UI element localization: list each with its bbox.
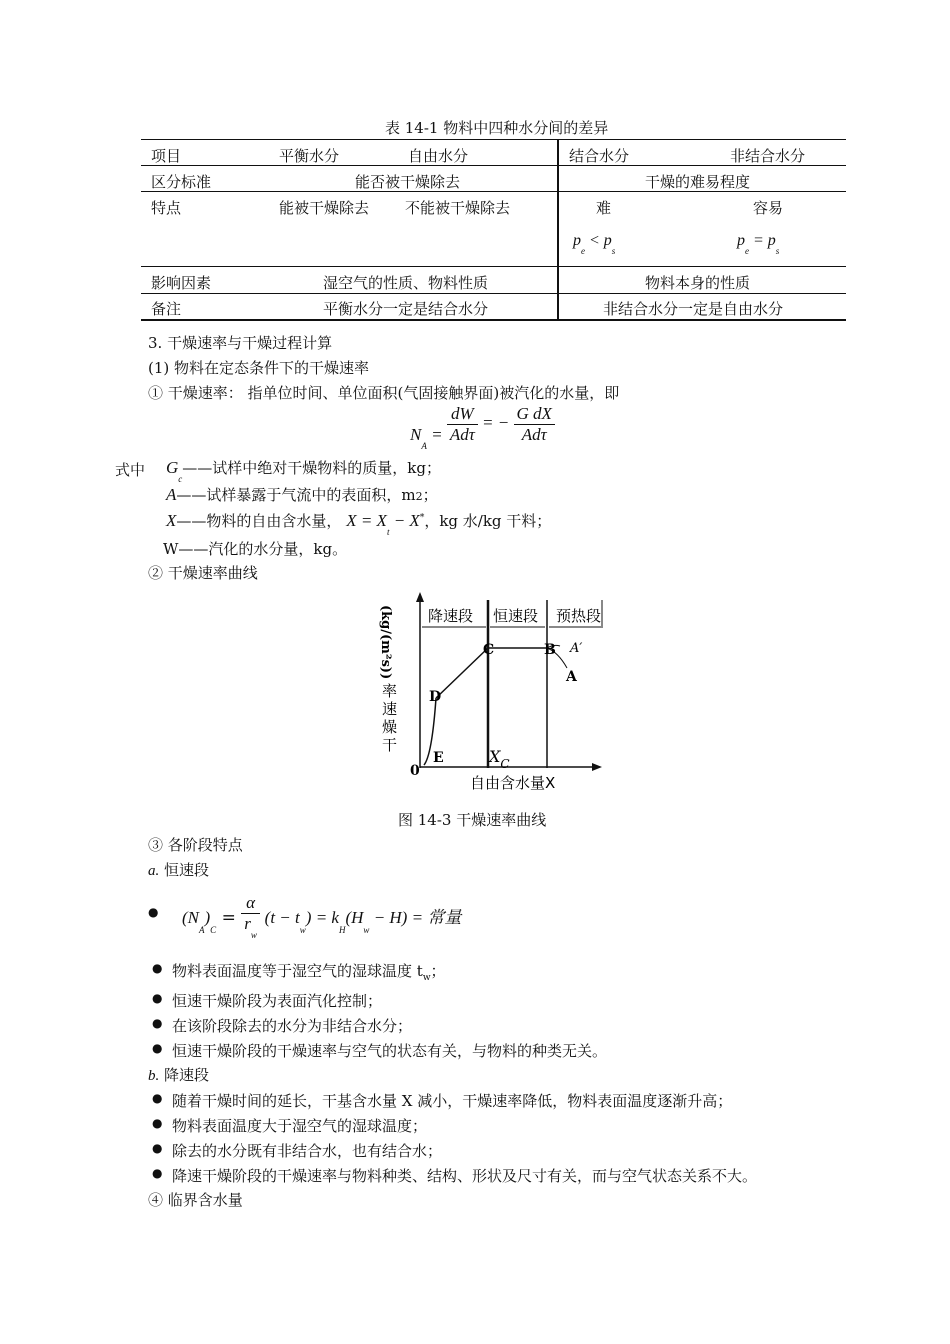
origin-label: 0 xyxy=(410,763,420,779)
item-curve: ② 干燥速率曲线 xyxy=(148,564,258,582)
point-label-d: D xyxy=(429,689,442,705)
point-label-aprime: A′ xyxy=(570,641,583,656)
defs-lead: 式中 xyxy=(115,461,146,479)
table-caption: 表 14-1 物料中四种水分间的差异 xyxy=(385,119,609,137)
list-item: ● 恒速干燥阶段为表面汽化控制； xyxy=(172,990,382,1011)
stage-a-heading: a. 恒速段 xyxy=(148,861,210,879)
item-critical-moisture: ④ 临界含水量 xyxy=(148,1191,243,1209)
table-cell: 湿空气的性质、物料性质 xyxy=(323,274,489,292)
table-cell: 备注 xyxy=(151,300,182,318)
formula-pe-eq-ps: $p_e = p_s$ xyxy=(737,232,780,256)
table-header-bound: 结合水分 xyxy=(569,147,630,165)
formula-pe-lt-ps: $p_e < p_s$ xyxy=(573,232,616,256)
x-axis-arrow xyxy=(592,763,602,771)
table-header-item: 项目 xyxy=(151,147,182,165)
def-w: W——汽化的水分量，kg。 xyxy=(163,540,348,558)
figure-caption: 图 14-3 干燥速率曲线 xyxy=(398,811,547,829)
list-item: ● 除去的水分既有非结合水，也有结合水； xyxy=(172,1140,442,1161)
table-cell: 平衡水分一定是结合水分 xyxy=(323,300,489,318)
subsection-title: (1) 物料在定态条件下的干燥速率 xyxy=(148,359,370,377)
y-axis-label xyxy=(382,682,397,754)
table-cell: 能被干燥除去 xyxy=(279,199,370,217)
y-axis-label-char: 燥 xyxy=(382,718,398,736)
table-cell: 容易 xyxy=(753,199,784,217)
y-axis-units: (kg/(m²s)) xyxy=(378,605,393,680)
table-header-unbound: 非结合水分 xyxy=(730,147,806,165)
def-x: X——物料的自由含水量， $X = X_t - X^*$，kg 水/kg 干料； xyxy=(166,511,552,537)
table-cell: 区分标准 xyxy=(151,173,212,191)
point-label-c: C xyxy=(483,642,495,658)
table-cell: 物料本身的性质 xyxy=(645,274,751,292)
y-axis-label-char: 率 xyxy=(382,682,398,700)
table-cell: 特点 xyxy=(151,199,182,217)
region-label-constant: 恒速段 xyxy=(493,607,539,625)
drying-rate-chart xyxy=(370,590,610,795)
xc-label: $X_C$ xyxy=(489,747,510,771)
list-item: ● 降速干燥阶段的干燥速率与物料种类、结构、形状及尺寸有关，而与空气状态关系不大。 xyxy=(172,1165,757,1186)
formula-drying-rate: $N_A$ = $\frac{dW}{\text{Adτ}}$ = − $\frac{\text{G dX}}{\text{Adτ}}$ xyxy=(410,404,555,445)
region-label-preheat: 预热段 xyxy=(556,607,602,625)
point-label-b: B xyxy=(544,642,556,658)
section-title: 3. 干燥速率与干燥过程计算 xyxy=(148,334,333,352)
y-axis-arrow xyxy=(416,592,424,602)
def-a: A——试样暴露于气流中的表面积，m2； xyxy=(166,485,438,504)
list-item: ● 随着干燥时间的延长，干基含水量 X 减小，干燥速率降低，物料表面温度逐渐升高； xyxy=(172,1090,732,1111)
y-axis-label-char: 干 xyxy=(382,736,398,754)
def-gc: $G_c——$试样中绝对干燥物料的质量，kg； xyxy=(166,458,441,484)
item-stages: ③ 各阶段特点 xyxy=(148,836,243,854)
item-drying-rate: ① 干燥速率： 指单位时间、单位面积(气固接触界面)被汽化的水量，即 xyxy=(148,384,620,402)
table-cell: 难 xyxy=(596,199,612,217)
table-cell: 不能被干燥除去 xyxy=(405,199,511,217)
table-header-free: 自由水分 xyxy=(408,147,469,165)
point-label-a: A xyxy=(566,669,577,685)
list-item: ● 物料表面温度大于湿空气的湿球温度； xyxy=(172,1115,427,1136)
table-cell: 能否被干燥除去 xyxy=(355,173,461,191)
table-header-equilibrium: 平衡水分 xyxy=(279,147,340,165)
point-label-e: E xyxy=(433,750,444,766)
x-axis-label: 自由含水量X xyxy=(470,774,556,792)
curve-falling-upper xyxy=(436,648,488,698)
list-item: ● 恒速干燥阶段的干燥速率与空气的状态有关，与物料的种类无关。 xyxy=(172,1040,607,1061)
list-item: ● 物料表面温度等于湿空气的湿球温度 $t_w$； xyxy=(172,960,446,981)
region-label-falling: 降速段 xyxy=(428,607,474,625)
formula-constant-rate: $(N_A)_C$ = $\frac{\alpha}{r_w}$ $(t - t_w) = k_H(H_w - H)$ = 常量 xyxy=(182,893,462,940)
y-axis-label-char: 速 xyxy=(382,700,398,718)
table-cell: 影响因素 xyxy=(151,274,212,292)
table-cell: 干燥的难易程度 xyxy=(645,173,751,191)
list-item: ● 在该阶段除去的水分为非结合水分； xyxy=(172,1015,412,1036)
table-cell: 非结合水分一定是自由水分 xyxy=(603,300,784,318)
stage-b-heading: b. 降速段 xyxy=(148,1066,210,1084)
